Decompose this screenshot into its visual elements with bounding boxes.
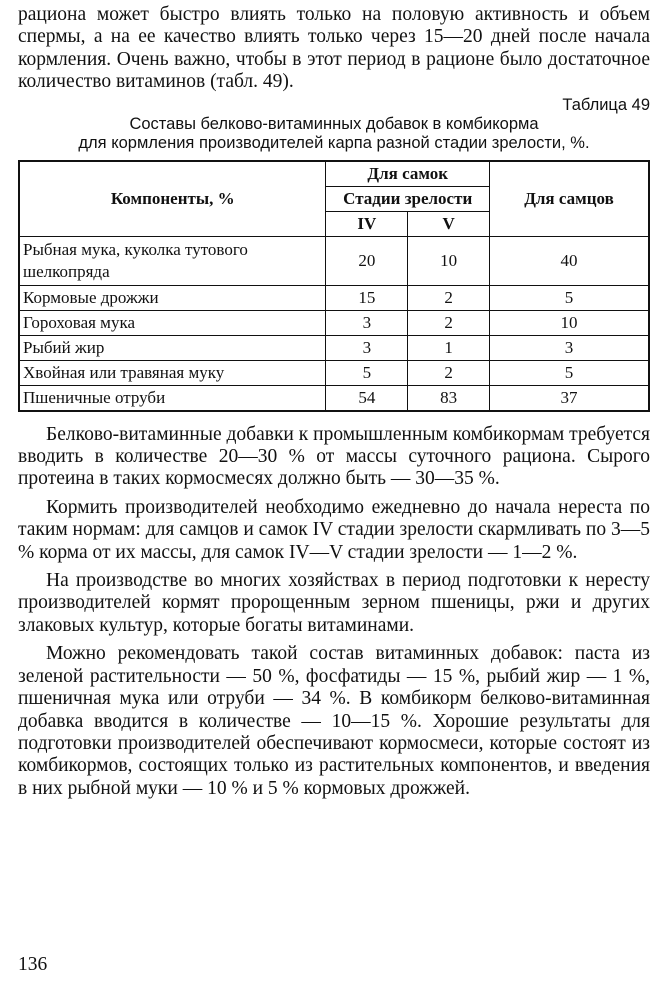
table-row <box>19 236 649 285</box>
row-value-males: 40 <box>489 236 649 285</box>
row-value-males: 10 <box>489 310 649 335</box>
row-name: Гороховая мука <box>19 310 326 335</box>
row-value-v: 2 <box>408 360 490 385</box>
intro-paragraph <box>18 4 650 94</box>
row-value-iv: 20 <box>326 236 408 285</box>
table-row <box>19 310 649 335</box>
body-text <box>18 424 650 801</box>
row-name: Рыбий жир <box>19 335 326 360</box>
intro-line: после начала кормления. Очень важно, чтобы в этот период в <box>18 26 651 70</box>
row-value-v: 2 <box>408 285 490 310</box>
table-row <box>19 385 649 411</box>
caption-line: для кормления производителей карпа разной стадии зрелости, %. <box>78 133 590 152</box>
row-value-v: 2 <box>408 310 490 335</box>
page <box>18 4 650 800</box>
intro-line: рационе было достаточное количество витаминов (табл. 49). <box>18 48 651 93</box>
row-value-iv: 54 <box>326 385 408 411</box>
header-stage-v: V <box>408 211 490 236</box>
body-paragraph: На производстве во многих хозяйствах в период подготовки к нересту производителей кормят пророщенным зерном пшеницы, ржи и других злаковых культур, которые богаты витаминами. <box>18 570 650 636</box>
table-label: Таблица 49 <box>562 95 650 114</box>
row-value-males: 3 <box>489 335 649 360</box>
table-caption <box>18 115 650 153</box>
row-name: Пшеничные отруби <box>19 385 326 411</box>
row-name: Рыбная мука, куколка тутового шелкопряда <box>19 236 326 285</box>
body-paragraph: Можно рекомендовать такой состав витаминных добавок: паста из зеленой растительности — 50 %, фосфатиды — 15 %, рыбий жир — 1 %, пшеничная мука или отруби — 34 %. В комбикорм белково-витаминная добавка вводится в количестве — 10—15 %. Хорошие результаты для подготовки производителей обеспечивают кормосмеси, которые состоят из комбикормов, состоящих только из растительных компонентов, и введения в них рыбной муки — 10 % и 5 % кормовых дрожжей. <box>18 643 650 799</box>
row-value-v: 10 <box>408 236 490 285</box>
header-stages: Стадии зрелости <box>326 186 490 211</box>
intro-line: рациона может быстро влиять только на половую активность и <box>18 4 589 25</box>
row-value-iv: 3 <box>326 310 408 335</box>
row-name: Кормовые дрожжи <box>19 285 326 310</box>
header-males: Для самцов <box>489 161 649 237</box>
row-value-males: 37 <box>489 385 649 411</box>
table-row <box>19 360 649 385</box>
row-value-males: 5 <box>489 360 649 385</box>
body-paragraph: Кормить производителей необходимо ежедневно до начала нереста по таким нормам: для самцов и самок IV стадии зрелости скармливать по 3—5 % корма от их массы, для самок IV—V стадии зрелости — 1—2 %. <box>18 496 650 563</box>
caption-line: Составы белково-витаминных добавок в комбикорма <box>129 114 539 133</box>
table-row <box>19 285 649 310</box>
intro-line: объем спермы, а на ее качество влиять только через 15—20 дней <box>18 4 650 48</box>
header-females: Для самок <box>326 161 490 187</box>
row-name: Хвойная или травяная муку <box>19 360 326 385</box>
row-value-v: 83 <box>408 385 490 411</box>
row-value-iv: 5 <box>326 360 408 385</box>
row-value-v: 1 <box>408 335 490 360</box>
row-value-iv: 3 <box>326 335 408 360</box>
header-stage-iv: IV <box>326 211 408 236</box>
table-row <box>19 335 649 360</box>
row-value-males: 5 <box>489 285 649 310</box>
body-paragraph: Белково-витаминные добавки к промышленным комбикормам требуется вводить в количестве 20—30 % от массы суточного рациона. Сырого протеина в таких кормосмесях должно быть — 30—35 %. <box>18 423 650 490</box>
page-number: 136 <box>18 954 48 975</box>
row-value-iv: 15 <box>326 285 408 310</box>
composition-table <box>18 160 650 412</box>
header-components: Компоненты, % <box>19 161 326 237</box>
